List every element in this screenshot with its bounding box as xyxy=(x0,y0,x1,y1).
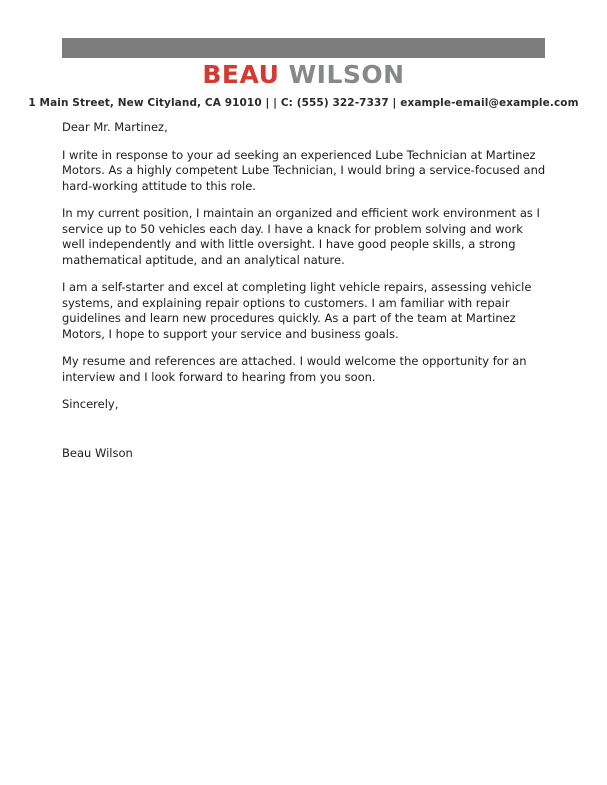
page-title xyxy=(0,60,607,90)
letter-greeting: Dear Mr. Martinez, xyxy=(62,120,168,134)
letter-paragraph: In my current position, I maintain an organized and efficient work environment as I service up to 50 vehicles each day. I have a knack for problem solving and work well independently and with little oversight. I have good people skills, a strong mathematical aptitude, and an analytical nature. xyxy=(62,206,540,267)
contact-info: 1 Main Street, New Cityland, CA 91010 | | C: (555) 322-7337 | example-email@example.com xyxy=(28,97,579,109)
header-bar xyxy=(62,38,545,58)
letter-paragraph: My resume and references are attached. I would welcome the opportunity for an interview and I look forward to hearing from you soon. xyxy=(62,354,527,384)
letter-body xyxy=(62,120,546,473)
letter-paragraph: I am a self-starter and excel at completing light vehicle repairs, assessing vehicle systems, and explaining repair options to customers. I am familiar with repair guidelines and learn new procedures quickly. As a part of the team at Martinez Motors, I hope to support your service and business goals. xyxy=(62,280,532,341)
name-last: WILSON xyxy=(288,60,405,89)
letter-signature: Beau Wilson xyxy=(62,445,133,460)
name-first: BEAU xyxy=(202,60,280,89)
letter-closing: Sincerely, xyxy=(62,397,119,411)
letter-paragraph: I write in response to your ad seeking an experienced Lube Technician at Martinez Motors. As a highly competent Lube Technician, I would bring a service-focused and hard-working attitude to this role. xyxy=(62,147,546,193)
